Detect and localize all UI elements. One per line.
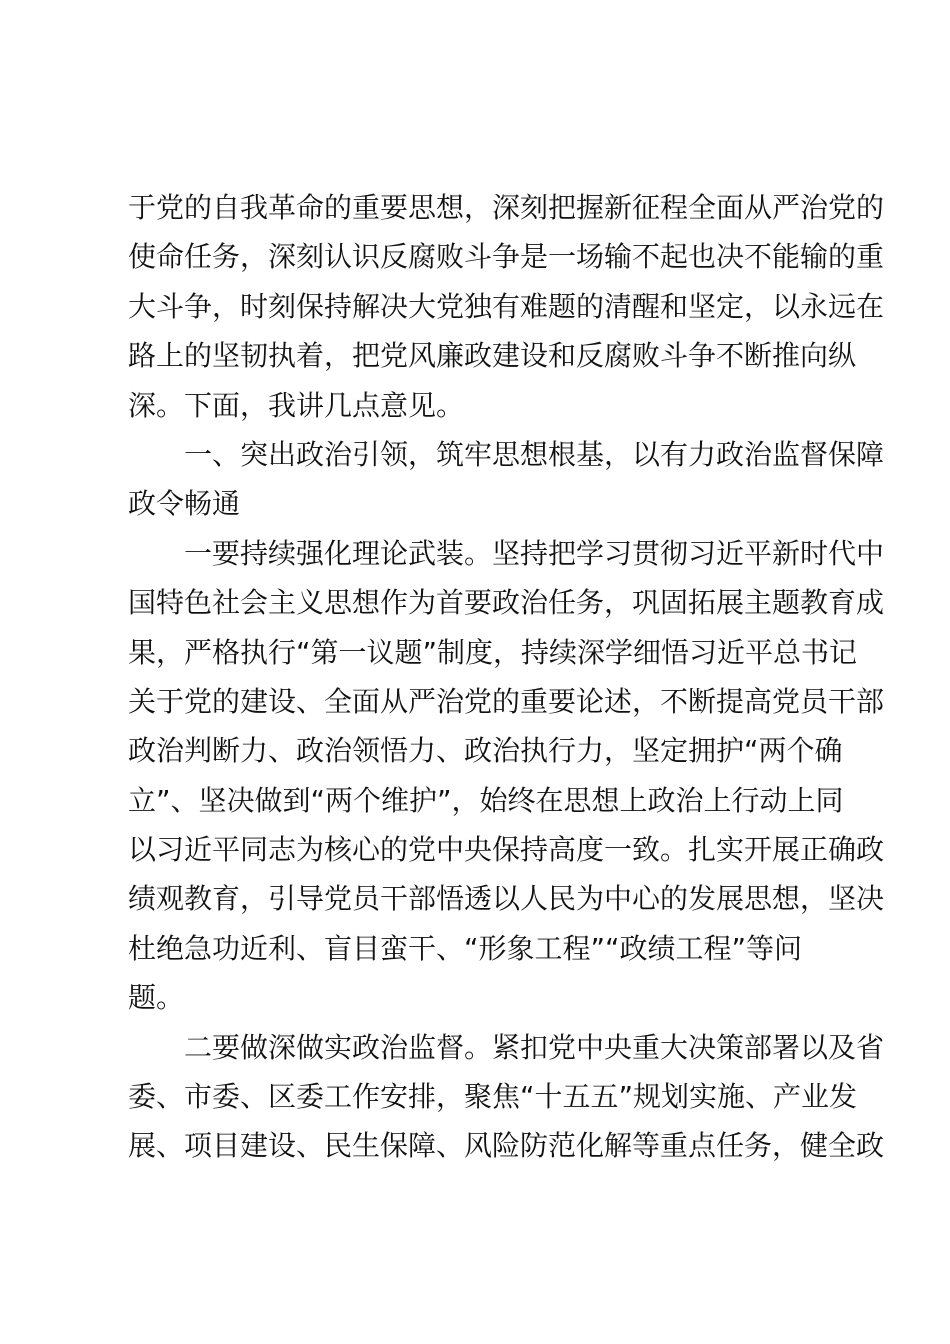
text-line-9: 国特色社会主义思想作为首要政治任务，巩固拓展主题教育成 xyxy=(128,586,885,620)
text-line-10: 果，严格执行“第一议题”制度，持续深学细悟习近平总书记 xyxy=(128,635,858,669)
section-heading-1: 一、突出政治引领，筑牢思想根基，以有力政治监督保障 xyxy=(184,437,885,471)
paragraph-2-start: 二要做深做实政治监督。紧扣党中央重大决策部署以及省 xyxy=(184,1030,885,1064)
text-line-16: 杜绝急功近利、盲目蛮干、“形象工程”“政绩工程”等问 xyxy=(128,931,803,965)
text-line-4: 路上的坚韧执着，把党风廉政建设和反腐败斗争不断推向纵 xyxy=(128,339,857,373)
text-line-5: 深。下面，我讲几点意见。 xyxy=(128,388,465,422)
text-line-19: 委、市委、区委工作安排，聚焦“十五五”规划实施、产业发 xyxy=(128,1080,858,1114)
text-line-3: 大斗争，时刻保持解决大党独有难题的清醒和坚定，以永远在 xyxy=(128,289,885,323)
section-heading-1-cont: 政令畅通 xyxy=(128,487,241,521)
text-line-2: 使命任务，深刻认识反腐败斗争是一场输不起也决不能输的重 xyxy=(128,240,885,274)
text-line-14: 以习近平同志为核心的党中央保持高度一致。扎实开展正确政 xyxy=(128,833,885,867)
text-line-1: 于党的自我革命的重要思想，深刻把握新征程全面从严治党的 xyxy=(128,191,885,224)
text-line-13: 立”、坚决做到“两个维护”，始终在思想上政治上行动上同 xyxy=(128,783,844,817)
text-line-20: 展、项目建设、民生保障、风险防范化解等重点任务，健全政 xyxy=(128,1129,885,1163)
text-line-15: 绩观教育，引导党员干部悟透以人民为中心的发展思想，坚决 xyxy=(128,882,885,916)
body-text xyxy=(128,183,885,1171)
text-line-17: 题。 xyxy=(128,981,185,1015)
text-line-11: 关于党的建设、全面从严治党的重要论述，不断提高党员干部 xyxy=(128,684,885,718)
text-line-12: 政治判断力、政治领悟力、政治执行力，坚定拥护“两个确 xyxy=(128,734,843,768)
paragraph-1-start: 一要持续强化理论武装。坚持把学习贯彻习近平新时代中 xyxy=(184,536,885,570)
